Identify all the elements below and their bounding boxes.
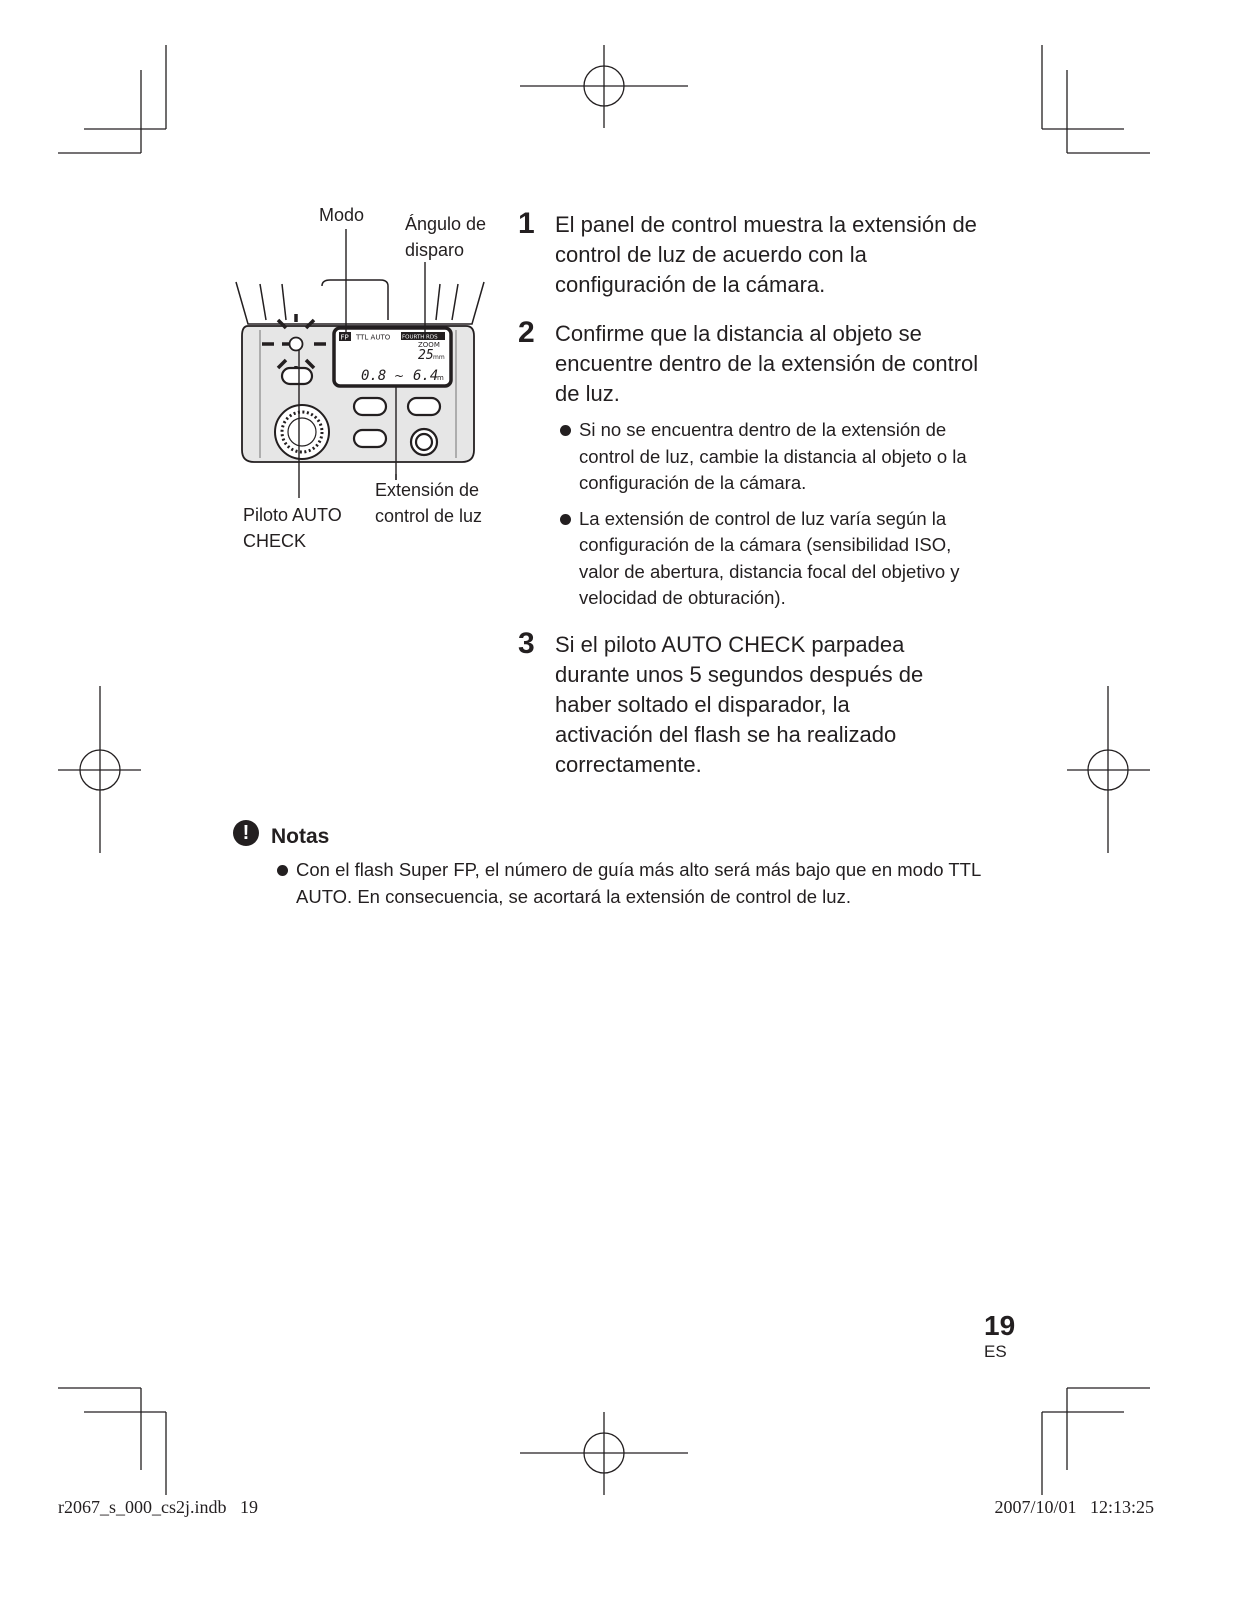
footer-timestamp: 2007/10/01 12:13:25 xyxy=(994,1497,1154,1517)
footer-filename: r2067_s_000_cs2j.indb 19 xyxy=(58,1497,258,1517)
callout-lines xyxy=(0,0,520,560)
lcd-focal-length: 25 xyxy=(418,348,434,363)
note-item xyxy=(277,857,1001,910)
step-1 xyxy=(518,208,988,300)
step-text: El panel de control muestra la extensión de control de luz de acuerdo con la configuración de la cámara. xyxy=(555,212,977,297)
step-number: 3 xyxy=(518,627,535,660)
bullet-icon xyxy=(560,514,571,525)
note-text: Con el flash Super FP, el número de guía más alto será más bajo que en modo TTL AUTO. En consecuencia, se acortará la extensión de control de luz. xyxy=(296,859,981,907)
step-text: Confirme que la distancia al objeto se encuentre dentro de la extensión de control de luz. xyxy=(555,321,979,406)
lcd-focal-unit: mm xyxy=(433,354,445,361)
step-3 xyxy=(518,628,938,780)
step-2 xyxy=(518,317,988,409)
step-number: 2 xyxy=(518,316,535,349)
step-number: 1 xyxy=(518,207,535,240)
lcd-fourthirds: FOURTHIRDS xyxy=(402,334,438,341)
notes-title: Notas xyxy=(271,825,330,848)
page-number: 19 xyxy=(984,1310,1016,1341)
lcd-fp-badge: FP xyxy=(340,333,349,342)
exclamation-icon: ! xyxy=(233,820,259,846)
list-item xyxy=(560,506,980,612)
list-item xyxy=(560,417,980,497)
bullet-icon xyxy=(560,425,571,436)
notes-header xyxy=(233,817,329,849)
step-text: Si el piloto AUTO CHECK parpadea durante unos 5 segundos después de haber soltado el disparador, la activación del flash se ha realizado correctamente. xyxy=(555,632,924,777)
crosshair-icon-bottom xyxy=(520,1412,688,1495)
lcd-zoom: ZOOM xyxy=(418,341,440,349)
crosshair-icon-top xyxy=(520,45,688,128)
page-language: ES xyxy=(984,1342,1007,1361)
bullet-icon xyxy=(277,865,288,876)
lcd-range-tilde: ~ xyxy=(394,369,405,383)
lcd-ttl-auto: TTL AUTO xyxy=(356,333,391,342)
bullet-text: Si no se encuentra dentro de la extensión de control de luz, cambie la distancia al objeto o la configuración de la cámara. xyxy=(579,419,967,493)
light-range-label: Extensión de control de luz xyxy=(375,480,483,526)
bullet-text: La extensión de control de luz varía según la configuración de la cámara (sensibilidad ISO, valor de abertura, distancia focal del objetivo y velocidad de obturación). xyxy=(579,507,960,608)
angle-label: Ángulo de disparo xyxy=(405,214,487,260)
lcd-range-unit: m xyxy=(437,374,444,382)
lcd-range-far: 6.4 xyxy=(413,368,439,384)
step-2-bullets xyxy=(560,417,980,621)
crosshair-icon-left xyxy=(58,686,141,853)
lcd-range-near: 0.8 xyxy=(361,368,387,384)
auto-check-label: Piloto AUTO CHECK xyxy=(243,505,342,551)
crosshair-icon-right xyxy=(1067,686,1150,853)
mode-label: Modo xyxy=(319,205,365,225)
